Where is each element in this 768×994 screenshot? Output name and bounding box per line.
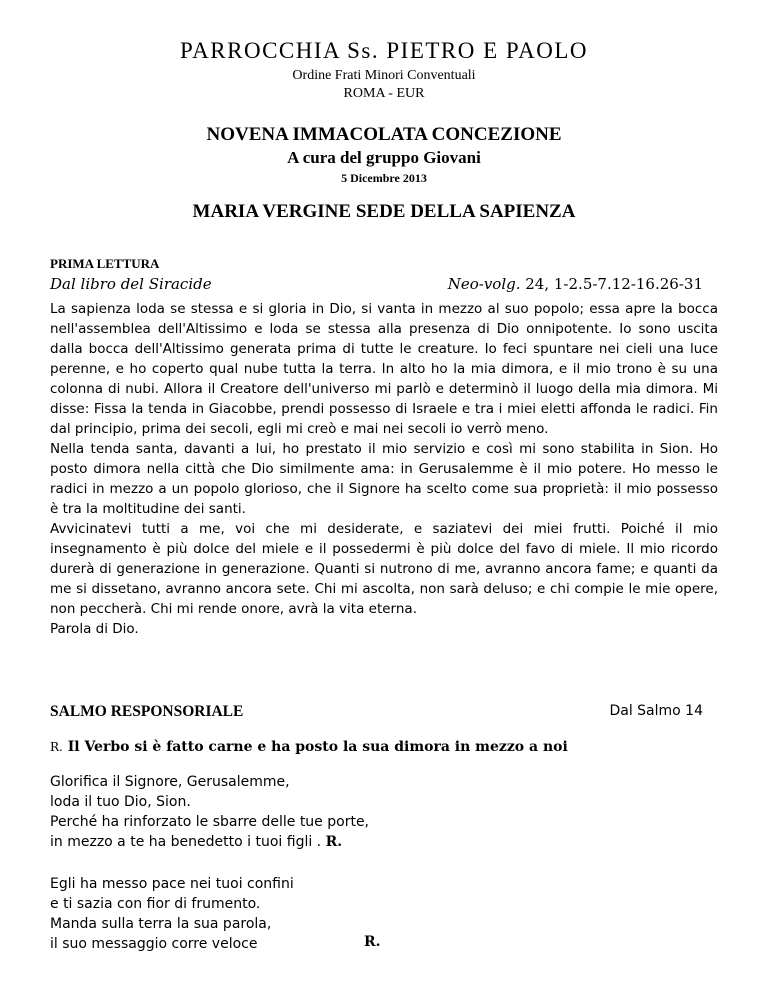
- psalm-stanza-1: [50, 772, 369, 852]
- prima-lettura-label: PRIMA LETTURA: [50, 256, 160, 271]
- reading-paragraph: Avvicinatevi tutti a me, voi che mi desiderate, e saziatevi dei miei frutti. Poiché il mio insegnamento è più dolce del miele e il possedermi è più dolce del favo di miele. Il mio ricordo durerà di generazione in generazione. Quanti si nutrono di me, avranno ancora fame; e quanti da me si dissetano, avranno ancora sete. Chi mi ascolta, non sarà deluso; e chi compie le mie opere, non peccherà. Chi mi rende onore, avrà la vita eterna.: [50, 521, 718, 617]
- psalm-refrain: [50, 739, 568, 755]
- city-name: ROMA - EUR: [343, 86, 425, 101]
- stanza-response-marker: R.: [364, 934, 381, 950]
- reading-paragraph: Nella tenda santa, davanti a lui, ho prestato il mio servizio e così mi sono stabilita in Sion. Ho posto dimora nella città che Dio similmente ama: in Gerusalemme è il mio potere. Ho messo le radici in mezzo a un popolo glorioso, che il Signore ha scelto come sua proprietà: il mio possesso è tra la moltitudine dei santi.: [50, 441, 718, 517]
- stanza-line: Perché ha rinforzato le sbarre delle tue porte,: [50, 814, 370, 830]
- psalm-stanza-2: [50, 874, 294, 954]
- organizer-line: A cura del gruppo Giovani: [287, 148, 481, 167]
- stanza-line-text: in mezzo a te ha benedetto i tuoi figli .: [50, 834, 326, 850]
- salmo-source: Dal Salmo 14: [609, 703, 703, 719]
- stanza-line: e ti sazia con fior di frumento.: [50, 896, 261, 912]
- event-date: 5 Dicembre 2013: [341, 171, 427, 185]
- reading-text: [50, 299, 718, 639]
- reading-reference: [448, 275, 703, 293]
- stanza-line: Egli ha messo pace nei tuoi confini: [50, 876, 294, 892]
- order-name: Ordine Frati Minori Conventuali: [292, 68, 476, 83]
- refrain-marker: R.: [50, 740, 63, 754]
- reference-version: Neo-volg.: [447, 275, 521, 293]
- stanza-line-last: [50, 832, 369, 852]
- reading-closing: Parola di Dio.: [50, 621, 139, 637]
- stanza-response-marker: R.: [325, 834, 343, 850]
- reading-source: Dal libro del Siracide: [50, 275, 212, 293]
- stanza-line: Manda sulla terra la sua parola,: [50, 916, 272, 932]
- stanza-line: Glorifica il Signore, Gerusalemme,: [50, 774, 290, 790]
- stanza-line: loda il tuo Dio, Sion.: [50, 794, 191, 810]
- stanza-line: il suo messaggio corre veloce: [50, 936, 258, 952]
- refrain-text: Il Verbo si è fatto carne e ha posto la sua dimora in mezzo a noi: [62, 739, 568, 755]
- parish-name: PARROCCHIA Ss. PIETRO E PAOLO: [180, 38, 588, 63]
- theme-title: MARIA VERGINE SEDE DELLA SAPIENZA: [192, 201, 576, 222]
- reading-paragraph: La sapienza loda se stessa e si gloria in Dio, si vanta in mezzo al suo popolo; essa apre la bocca nell'assemblea dell'Altissimo e loda se stessa alla presenza di Dio onnipotente. Io sono uscita dalla bocca dell'Altissimo generata prima di tutte le creature. Io feci spuntare nei cieli una luce perenne, e ho coperto qual nube tutta la terra. In alto ho la mia dimora, e il mio trono è su una colonna di nubi. Allora il Creatore dell'universo mi parlò e determinò il luogo della mia dimora. Mi disse: Fissa la tenda in Giacobbe, prendi possesso di Israele e tra i miei eletti affonda le radici. Fin dal principio, prima dei secoli, egli mi creò e mai nei secoli io verrò meno.: [50, 301, 718, 437]
- salmo-label: SALMO RESPONSORIALE: [50, 703, 244, 720]
- reference-verses: 24, 1-2.5-7.12-16.26-31: [520, 275, 703, 293]
- novena-title: NOVENA IMMACOLATA CONCEZIONE: [206, 124, 562, 145]
